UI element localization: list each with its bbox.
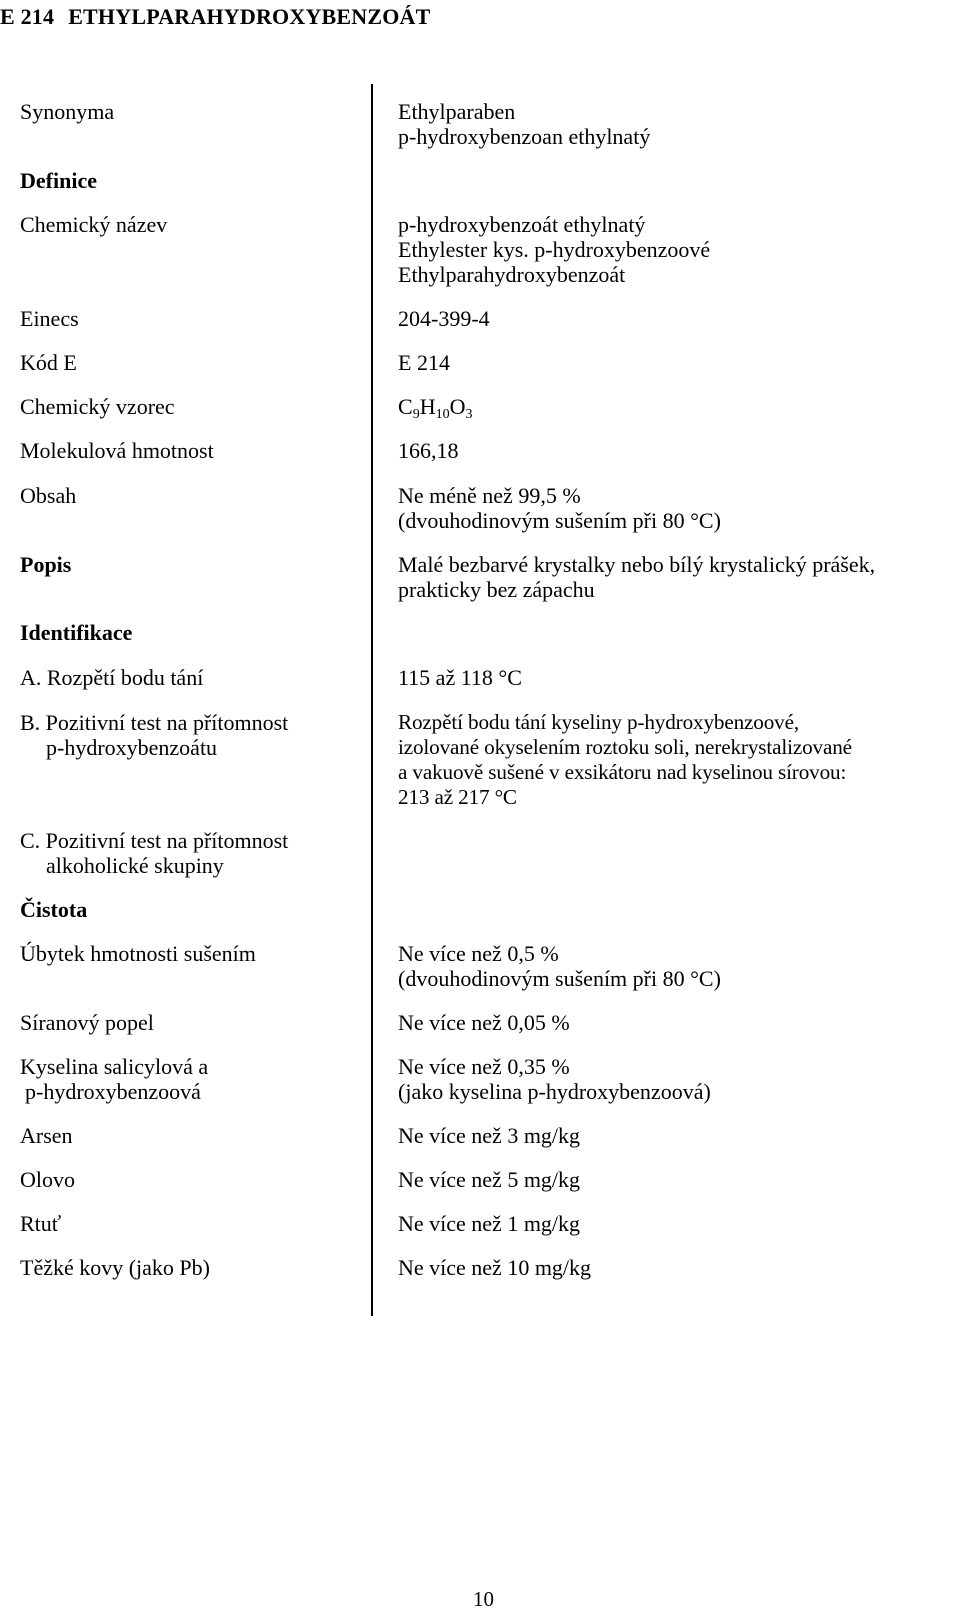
value-arsen: Ne více než 3 mg/kg bbox=[398, 1123, 581, 1148]
label-ident-b bbox=[20, 710, 288, 760]
formula-subscript: 10 bbox=[435, 407, 450, 422]
value-popis bbox=[398, 552, 875, 602]
column-divider bbox=[371, 84, 373, 1316]
value-line: Rozpětí bodu tání kyseliny p-hydroxybenzoové, bbox=[398, 710, 800, 734]
value-line: (jako kyselina p-hydroxybenzoová) bbox=[398, 1079, 711, 1104]
section-heading-identifikace: Identifikace bbox=[20, 620, 133, 645]
label-line: B. Pozitivní test na přítomnost bbox=[20, 710, 289, 735]
value-synonyma bbox=[398, 99, 650, 149]
label-line: p-hydroxybenzoátu bbox=[46, 735, 218, 760]
value-olovo: Ne více než 5 mg/kg bbox=[398, 1167, 581, 1192]
label-molekulova-hmotnost: Molekulová hmotnost bbox=[20, 438, 214, 463]
additive-name: ETHYLPARAHYDROXYBENZOÁT bbox=[68, 4, 431, 29]
value-ident-b bbox=[398, 710, 852, 810]
value-kod-e: E 214 bbox=[398, 350, 450, 375]
value-line: (dvouhodinovým sušením při 80 °C) bbox=[398, 966, 721, 991]
label-einecs: Einecs bbox=[20, 306, 79, 331]
formula-subscript: 9 bbox=[412, 407, 420, 422]
label-kyselina-salicylova bbox=[20, 1054, 208, 1104]
value-line: p-hydroxybenzoát ethylnatý bbox=[398, 212, 646, 237]
value-ubytek-hmotnosti bbox=[398, 941, 721, 991]
page-number: 10 bbox=[473, 1587, 494, 1611]
value-line: Ethylparahydroxybenzoát bbox=[398, 262, 626, 287]
formula-element-o: O bbox=[449, 394, 466, 419]
value-einecs: 204-399-4 bbox=[398, 306, 490, 331]
value-line: Malé bezbarvé krystalky nebo bílý krystalický prášek, bbox=[398, 552, 876, 577]
value-line: a vakuově sušené v exsikátoru nad kyselinou sírovou: bbox=[398, 760, 847, 784]
formula-subscript: 3 bbox=[465, 407, 473, 422]
label-line: C. Pozitivní test na přítomnost bbox=[20, 828, 289, 853]
value-ident-a: 115 až 118 °C bbox=[398, 665, 522, 690]
label-line: Kyselina salicylová a bbox=[20, 1054, 209, 1079]
label-line: alkoholické skupiny bbox=[46, 853, 224, 878]
label-obsah: Obsah bbox=[20, 483, 77, 508]
section-heading-popis: Popis bbox=[20, 552, 72, 577]
section-heading-cistota: Čistota bbox=[20, 897, 88, 922]
value-line: Ne více než 0,35 % bbox=[398, 1054, 570, 1079]
label-arsen: Arsen bbox=[20, 1123, 73, 1148]
value-line: prakticky bez zápachu bbox=[398, 577, 595, 602]
value-line: Ne méně než 99,5 % bbox=[398, 483, 581, 508]
value-siranovy-popel: Ne více než 0,05 % bbox=[398, 1010, 570, 1035]
label-tezke-kovy: Těžké kovy (jako Pb) bbox=[20, 1255, 210, 1280]
value-line: p-hydroxybenzoan ethylnatý bbox=[398, 124, 651, 149]
value-line: 213 až 217 °C bbox=[398, 785, 517, 809]
section-heading-definice: Definice bbox=[20, 168, 97, 193]
value-obsah bbox=[398, 483, 721, 533]
label-ident-a: A. Rozpětí bodu tání bbox=[20, 665, 204, 690]
value-chemicky-nazev bbox=[398, 212, 710, 287]
label-olovo: Olovo bbox=[20, 1167, 75, 1192]
formula-element-c: C bbox=[398, 394, 413, 419]
value-line: (dvouhodinovým sušením při 80 °C) bbox=[398, 508, 721, 533]
label-siranovy-popel: Síranový popel bbox=[20, 1010, 154, 1035]
label-rtut: Rtuť bbox=[20, 1211, 62, 1236]
value-rtut: Ne více než 1 mg/kg bbox=[398, 1211, 581, 1236]
formula-element-h: H bbox=[419, 394, 436, 419]
label-kod-e: Kód E bbox=[20, 350, 77, 375]
label-chemicky-vzorec: Chemický vzorec bbox=[20, 394, 175, 419]
label-synonyma: Synonyma bbox=[20, 99, 115, 124]
value-chemicky-vzorec bbox=[398, 394, 473, 422]
value-tezke-kovy: Ne více než 10 mg/kg bbox=[398, 1255, 592, 1280]
value-line: izolované okyselením roztoku soli, nerekrystalizované bbox=[398, 735, 852, 759]
value-line: Ethylester kys. p-hydroxybenzoové bbox=[398, 237, 711, 262]
value-kyselina-salicylova bbox=[398, 1054, 711, 1104]
label-line: p-hydroxybenzoová bbox=[25, 1079, 201, 1104]
document-title bbox=[0, 4, 431, 30]
value-line: Ne více než 0,5 % bbox=[398, 941, 559, 966]
label-ubytek-hmotnosti: Úbytek hmotnosti sušením bbox=[20, 941, 256, 966]
value-line: Ethylparaben bbox=[398, 99, 516, 124]
value-molekulova-hmotnost: 166,18 bbox=[398, 438, 459, 463]
label-chemicky-nazev: Chemický název bbox=[20, 212, 168, 237]
label-ident-c bbox=[20, 828, 288, 878]
additive-code: E 214 bbox=[0, 4, 55, 29]
